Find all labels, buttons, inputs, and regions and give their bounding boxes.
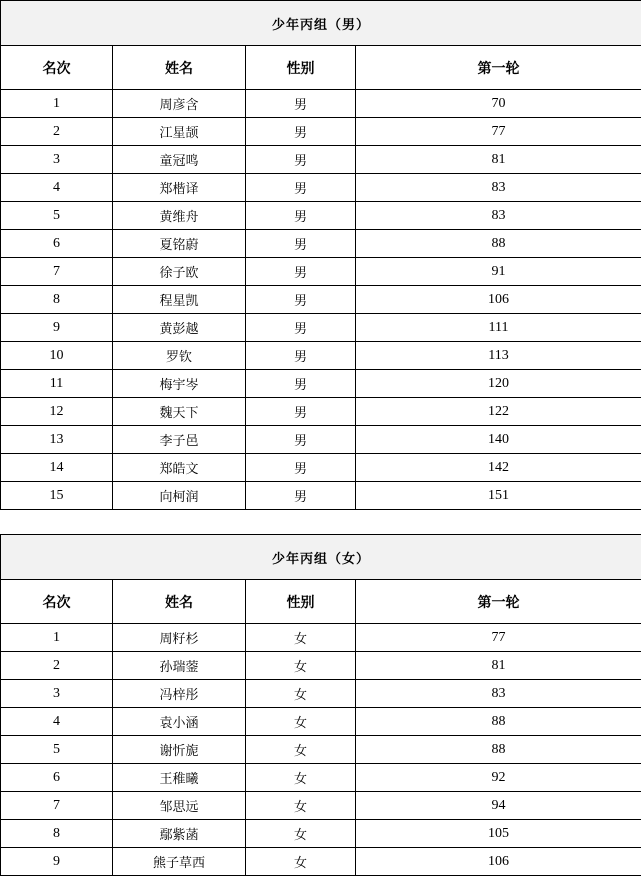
name-cell: 魏天下: [113, 398, 246, 426]
girls-results-table: [0, 534, 641, 876]
gender-cell: 男: [246, 342, 356, 370]
name-cell: 鄢紫菡: [113, 820, 246, 848]
boys-results-body: [1, 1, 641, 510]
rank-cell: 10: [1, 342, 113, 370]
rank-cell: 1: [1, 90, 113, 118]
gender-cell: 女: [246, 680, 356, 708]
table-row: [1, 680, 641, 708]
gender-cell: 女: [246, 624, 356, 652]
table-row: [1, 90, 641, 118]
name-cell: 黄彭越: [113, 314, 246, 342]
gender-cell: 女: [246, 652, 356, 680]
name-cell: 夏铭蔚: [113, 230, 246, 258]
table-header-row: [1, 580, 641, 624]
round-one-cell: 77: [356, 624, 641, 652]
table-row: [1, 652, 641, 680]
name-cell: 周彦含: [113, 90, 246, 118]
table-title: 少年丙组（女）: [1, 535, 641, 580]
gender-cell: 男: [246, 202, 356, 230]
rank-cell: 12: [1, 398, 113, 426]
gender-cell: 男: [246, 174, 356, 202]
table-row: [1, 482, 641, 510]
name-cell: 冯梓彤: [113, 680, 246, 708]
round-one-cell: 92: [356, 764, 641, 792]
round-one-cell: 151: [356, 482, 641, 510]
gender-cell: 男: [246, 118, 356, 146]
rank-cell: 4: [1, 708, 113, 736]
rank-cell: 14: [1, 454, 113, 482]
table-row: [1, 820, 641, 848]
name-cell: 罗钦: [113, 342, 246, 370]
name-cell: 江星颉: [113, 118, 246, 146]
table-row: [1, 792, 641, 820]
table-row: [1, 848, 641, 876]
name-cell: 黄维舟: [113, 202, 246, 230]
round-one-cell: 120: [356, 370, 641, 398]
table-row: [1, 146, 641, 174]
header-name: 姓名: [113, 580, 246, 624]
table-row: [1, 202, 641, 230]
gender-cell: 男: [246, 482, 356, 510]
rank-cell: 11: [1, 370, 113, 398]
round-one-cell: 81: [356, 146, 641, 174]
name-cell: 梅宇岑: [113, 370, 246, 398]
rank-cell: 7: [1, 792, 113, 820]
table-row: [1, 230, 641, 258]
round-one-cell: 140: [356, 426, 641, 454]
rank-cell: 1: [1, 624, 113, 652]
name-cell: 熊子草西: [113, 848, 246, 876]
gender-cell: 女: [246, 736, 356, 764]
name-cell: 李子邑: [113, 426, 246, 454]
gender-cell: 女: [246, 848, 356, 876]
round-one-cell: 83: [356, 174, 641, 202]
table-title-row: [1, 1, 641, 46]
header-gender: 性别: [246, 46, 356, 90]
gender-cell: 男: [246, 398, 356, 426]
header-round-one: 第一轮: [356, 580, 641, 624]
table-row: [1, 426, 641, 454]
gender-cell: 男: [246, 370, 356, 398]
table-row: [1, 286, 641, 314]
name-cell: 谢忻旎: [113, 736, 246, 764]
round-one-cell: 106: [356, 286, 641, 314]
table-title-row: [1, 535, 641, 580]
rank-cell: 8: [1, 286, 113, 314]
round-one-cell: 94: [356, 792, 641, 820]
rank-cell: 9: [1, 314, 113, 342]
rank-cell: 3: [1, 680, 113, 708]
rank-cell: 3: [1, 146, 113, 174]
girls-results-body: [1, 535, 641, 876]
name-cell: 孙瑞蓥: [113, 652, 246, 680]
round-one-cell: 106: [356, 848, 641, 876]
gender-cell: 男: [246, 426, 356, 454]
gender-cell: 男: [246, 146, 356, 174]
rank-cell: 2: [1, 652, 113, 680]
table-row: [1, 370, 641, 398]
gender-cell: 男: [246, 90, 356, 118]
table-row: [1, 736, 641, 764]
rank-cell: 2: [1, 118, 113, 146]
name-cell: 郑楷译: [113, 174, 246, 202]
name-cell: 童冠鸣: [113, 146, 246, 174]
table-row: [1, 454, 641, 482]
rank-cell: 5: [1, 202, 113, 230]
round-one-cell: 105: [356, 820, 641, 848]
round-one-cell: 88: [356, 736, 641, 764]
table-row: [1, 398, 641, 426]
table-row: [1, 174, 641, 202]
gender-cell: 男: [246, 286, 356, 314]
name-cell: 郑皓文: [113, 454, 246, 482]
name-cell: 周籽杉: [113, 624, 246, 652]
rank-cell: 15: [1, 482, 113, 510]
table-title: 少年丙组（男）: [1, 1, 641, 46]
name-cell: 王稚曦: [113, 764, 246, 792]
table-row: [1, 314, 641, 342]
gender-cell: 男: [246, 454, 356, 482]
round-one-cell: 111: [356, 314, 641, 342]
table-row: [1, 708, 641, 736]
header-gender: 性别: [246, 580, 356, 624]
rank-cell: 6: [1, 230, 113, 258]
round-one-cell: 113: [356, 342, 641, 370]
round-one-cell: 91: [356, 258, 641, 286]
table-header-row: [1, 46, 641, 90]
table-row: [1, 342, 641, 370]
gender-cell: 男: [246, 258, 356, 286]
round-one-cell: 83: [356, 202, 641, 230]
round-one-cell: 122: [356, 398, 641, 426]
header-name: 姓名: [113, 46, 246, 90]
name-cell: 徐子欧: [113, 258, 246, 286]
name-cell: 袁小涵: [113, 708, 246, 736]
gender-cell: 女: [246, 764, 356, 792]
rank-cell: 8: [1, 820, 113, 848]
round-one-cell: 70: [356, 90, 641, 118]
rank-cell: 6: [1, 764, 113, 792]
table-row: [1, 764, 641, 792]
name-cell: 程星凯: [113, 286, 246, 314]
name-cell: 向柯润: [113, 482, 246, 510]
round-one-cell: 88: [356, 230, 641, 258]
rank-cell: 7: [1, 258, 113, 286]
rank-cell: 4: [1, 174, 113, 202]
gender-cell: 男: [246, 230, 356, 258]
rank-cell: 5: [1, 736, 113, 764]
round-one-cell: 83: [356, 680, 641, 708]
header-rank: 名次: [1, 46, 113, 90]
round-one-cell: 77: [356, 118, 641, 146]
header-round-one: 第一轮: [356, 46, 641, 90]
rank-cell: 13: [1, 426, 113, 454]
rank-cell: 9: [1, 848, 113, 876]
header-rank: 名次: [1, 580, 113, 624]
table-row: [1, 258, 641, 286]
name-cell: 邹思远: [113, 792, 246, 820]
gender-cell: 女: [246, 708, 356, 736]
table-row: [1, 118, 641, 146]
round-one-cell: 88: [356, 708, 641, 736]
round-one-cell: 142: [356, 454, 641, 482]
gender-cell: 女: [246, 792, 356, 820]
gender-cell: 男: [246, 314, 356, 342]
round-one-cell: 81: [356, 652, 641, 680]
table-row: [1, 624, 641, 652]
gender-cell: 女: [246, 820, 356, 848]
